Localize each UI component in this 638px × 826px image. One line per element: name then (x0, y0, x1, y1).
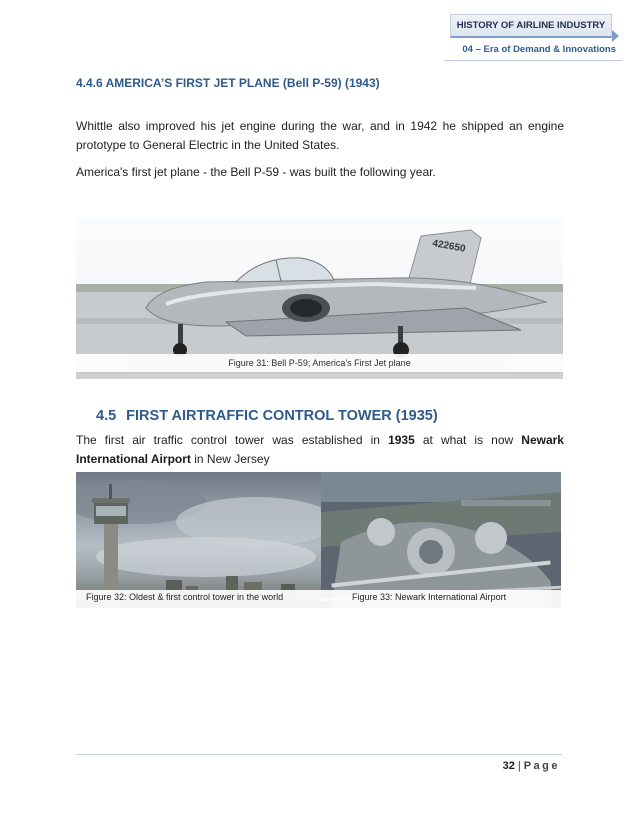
figure-newark-airport-image (321, 472, 561, 608)
section-4-5-number: 4.5 (96, 408, 117, 424)
tail-number: 422650 (431, 238, 467, 255)
header-chevron-icon (612, 30, 619, 42)
section-4-5-title: FIRST AIRTRAFFIC CONTROL TOWER (1935) (126, 408, 438, 424)
footer-divider (76, 754, 562, 755)
figure-32-caption: Figure 32: Oldest & first control tower in the world (86, 592, 284, 602)
figure-33-caption: Figure 33: Newark International Airport (352, 592, 507, 602)
newark-airport-name: Newark International Airport (76, 433, 564, 466)
paragraph-whittle: Whittle also improved his jet engine during the war, and in 1942 he shipped an engine prototype to General Electric in the United States. (76, 119, 564, 152)
paragraph-bell-p59: America's first jet plane - the Bell P-59 - was built the following year. (76, 165, 436, 179)
header-title: HISTORY OF AIRLINE INDUSTRY (456, 20, 606, 31)
page-number: 32 (502, 760, 515, 772)
figure-31-caption: Figure 31: Bell P-59; America’s First Jet plane (76, 354, 563, 372)
figure-31-bottom-rule (76, 374, 563, 379)
header-subtitle: 04 – Era of Demand & Innovations (462, 44, 616, 55)
footer-page-indicator (440, 760, 560, 772)
section-heading-4-5 (96, 408, 556, 424)
figure-bell-p59-image (76, 218, 563, 374)
paragraph-control-tower: The first air traffic control tower was established in 1935 at what is now Newark International Airport in New Jersey (76, 433, 564, 466)
figure-control-tower-image (76, 472, 321, 608)
header-title-box (450, 14, 612, 38)
section-heading-4-4-6: 4.4.6 AMERICA’S FIRST JET PLANE (Bell P-59) (1943) (76, 76, 380, 90)
page-label: Page (523, 760, 560, 772)
footer-separator: | (517, 760, 521, 772)
header-divider (444, 60, 622, 61)
year-1935: 1935 (388, 433, 415, 447)
